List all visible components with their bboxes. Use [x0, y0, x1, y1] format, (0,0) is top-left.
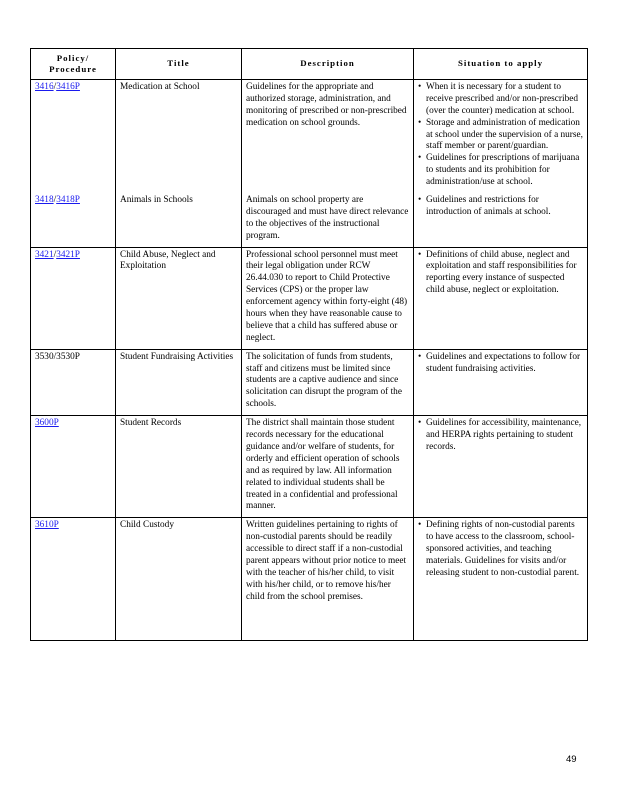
situation-item: • Storage and administration of medication at school under the supervision of a nurse, staff member or parent/guardian. — [418, 118, 583, 154]
header-title: Title — [116, 49, 242, 80]
procedure-link[interactable]: 3416P — [56, 82, 80, 92]
description-cell: Written guidelines pertaining to rights of non-custodial parents should be readily accessible to direct staff if a non-custodial parent appears without prior notice to meet with the teacher of his/her child, to visit with his/her child, or to remove his/her child from the school premises. — [242, 518, 414, 641]
link-separator: / — [53, 249, 57, 260]
policy-link[interactable]: 3610P — [35, 520, 59, 531]
table-row — [31, 193, 588, 247]
procedure-link[interactable]: 3418P — [56, 195, 80, 206]
header-row — [31, 49, 588, 80]
table-row — [31, 247, 588, 349]
policy-cell — [31, 193, 116, 247]
situation-cell — [414, 349, 588, 415]
policy-link[interactable]: 3418 — [35, 195, 54, 206]
title-cell: Child Abuse, Neglect and Exploitation — [116, 247, 242, 349]
link-separator: / — [53, 195, 57, 206]
description-cell: The district shall maintain those student records necessary for the educational guidance and/or welfare of students, for orderly and efficient operation of schools and as required by law. All information related to individual students shall be treated in a confidential and professional manner. — [242, 416, 414, 518]
header-policy: Policy/ Procedure — [31, 49, 116, 80]
page-number: 49 — [566, 754, 577, 765]
policy-cell — [31, 247, 116, 349]
situation-cell — [414, 193, 588, 247]
link-separator: / — [53, 82, 57, 92]
table-row — [31, 80, 588, 194]
situation-item: • Guidelines and expectations to follow for student fundraising activities. — [418, 352, 583, 376]
description-cell: Professional school personnel must meet their legal obligation under RCW 26.44.030 to report to Child Protective Services (CPS) or the proper law enforcement agency within forty-eight (48) hours when they have reasonable cause to believe that a child has suffered abuse or neglect. — [242, 247, 414, 349]
procedure-link[interactable]: 3421P — [56, 249, 80, 260]
policy-link[interactable]: 3600P — [35, 418, 59, 429]
situation-cell — [414, 416, 588, 518]
table-row — [31, 518, 588, 641]
situation-item: • Guidelines and restrictions for introduction of animals at school. — [418, 195, 583, 219]
situation-cell — [414, 80, 588, 194]
situation-cell — [414, 518, 588, 641]
header-situation: Situation to apply — [414, 49, 588, 80]
policy-link[interactable]: 3416 — [35, 82, 54, 92]
policy-cell — [31, 416, 116, 518]
policy-cell — [31, 518, 116, 641]
title-cell: Animals in Schools — [116, 193, 242, 247]
situation-item: • Defining rights of non-custodial parents to have access to the classroom, school-sponsored activities, and teaching materials. Guidelines for visits and/or releasing student to non-custodial parent. — [418, 520, 583, 579]
title-cell: Student Records — [116, 416, 242, 518]
title-cell: Medication at School — [116, 80, 242, 194]
title-cell: Student Fundraising Activities — [116, 349, 242, 415]
situation-item: • When it is necessary for a student to receive prescribed and/or non-prescribed (over the counter) medication at school. — [418, 82, 583, 118]
description-cell: Guidelines for the appropriate and authorized storage, administration, and monitoring of prescribed or non-prescribed medication on school grounds. — [242, 80, 414, 194]
policy-cell: 3530/3530P — [31, 349, 116, 415]
situation-item: • Definitions of child abuse, neglect and exploitation and staff responsibilities for reporting every instance of suspected child abuse, neglect or exploitation. — [418, 250, 583, 298]
description-cell: Animals on school property are discouraged and must have direct relevance to the objectives of the instructional program. — [242, 193, 414, 247]
policy-link[interactable]: 3421 — [35, 249, 54, 260]
situation-cell — [414, 247, 588, 349]
title-cell: Child Custody — [116, 518, 242, 641]
header-description: Description — [242, 49, 414, 80]
table-row — [31, 416, 588, 518]
table-row — [31, 349, 588, 415]
situation-item: • Guidelines for accessibility, maintenance, and HERPA rights pertaining to student records. — [418, 418, 583, 454]
policy-cell — [31, 80, 116, 194]
policy-table — [30, 48, 588, 641]
situation-item: • Guidelines for prescriptions of marijuana to students and its prohibition for administration/use at school. — [418, 153, 583, 189]
description-cell: The solicitation of funds from students, staff and citizens must be limited since students are a captive audience and since solicitation can disrupt the program of the schools. — [242, 349, 414, 415]
